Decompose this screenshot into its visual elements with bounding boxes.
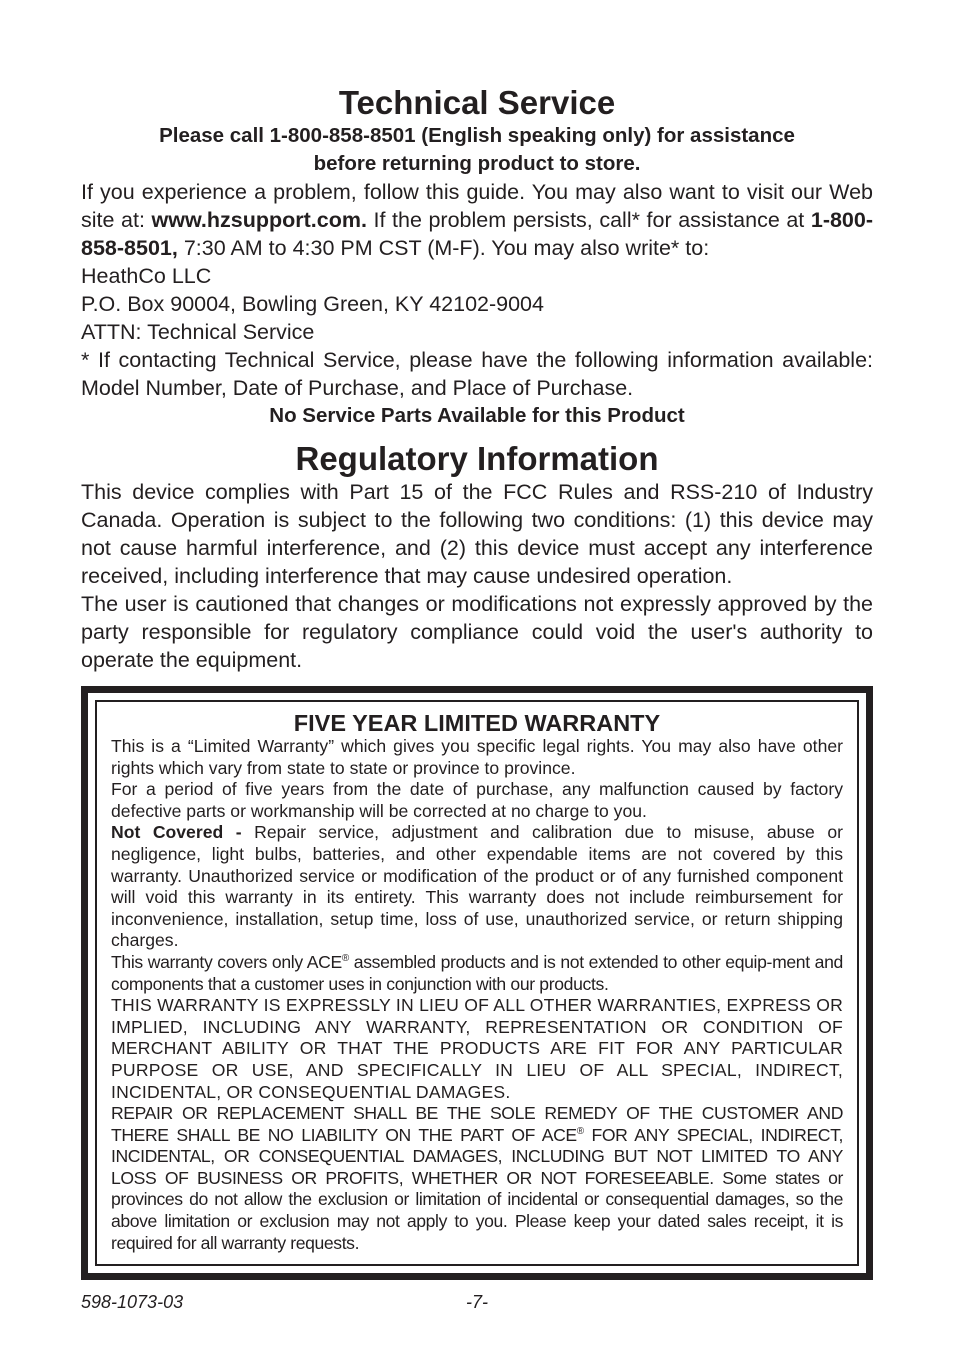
call-line-2: before returning product to store. xyxy=(313,152,641,175)
registered-mark: ® xyxy=(341,953,349,965)
regulatory-title: Regulatory Information xyxy=(295,440,659,477)
page-number: -7- xyxy=(466,1292,488,1312)
technical-service-title: Technical Service xyxy=(338,84,616,121)
contact-note: * If contacting Technical Service, please have the following information available: Model Number, Date of Purchase, and Place of Purchase. xyxy=(81,348,873,400)
website-link: www.hzsupport.com. xyxy=(151,208,367,232)
warranty-paragraph-1: This is a “Limited Warranty” which gives you specific legal rights. You may also have other rights which vary from state to state or province to province. xyxy=(111,736,843,778)
remedy-text-2: FOR ANY SPECIAL, INDIRECT, INCIDENTAL, OR CONSEQUENTIAL DAMAGES, INCLUDING BUT NOT LIMITED TO ANY LOSS OF BUSINESS OR PROFITS, WHETHER OR NOT FORESEEABLE. xyxy=(111,1124,843,1188)
warranty-inner-border xyxy=(95,700,859,1266)
not-covered-text: Repair service, adjustment and calibration due to misuse, abuse or negligence, light bulbs, batteries, and other expendable items are not covered by this warranty. Unauthorized service or modification of the product or of any furnished component will void this warranty in its entirety. This warranty does not include reimbursement for inconvenience, installation, setup time, loss of use, unauthorized service, or return shipping charges. xyxy=(111,822,843,951)
regulatory-paragraph-1: This device complies with Part 15 of the FCC Rules and RSS-210 of Industry Canada. Operation is subject to the following two conditions: (1) this device may not cause harmful interference, and (2) this device must accept any interference received, including interference that may cause undesired operation. xyxy=(81,480,873,588)
coverage-scope-text-1: This warranty covers only ACE xyxy=(111,951,342,972)
intro-text-3: 7:30 AM to 4:30 PM CST (M-F). You may also write* to: xyxy=(177,236,710,260)
intro-text-2: If the problem persists, call* for assistance at xyxy=(366,208,811,232)
call-line-1: Please call 1-800-858-8501 (English speaking only) for assistance xyxy=(159,124,795,147)
document-code: 598-1073-03 xyxy=(81,1292,184,1312)
coverage-scope-text-2: assembled products and is not extended to other equip-ment and components that a customer uses in conjunction with our products. xyxy=(111,951,843,994)
warranty-coverage-scope xyxy=(111,952,843,995)
warranty-disclaimer: THIS WARRANTY IS EXPRESSLY IN LIEU OF ALL OTHER WARRANTIES, EXPRESS OR IMPLIED, INCLUDING ANY WARRANTY, REPRESENTATION OR CONDITION OF MERCHANT ABILITY OR THAT THE PRODUCTS ARE FIT FOR ANY PARTICULAR PURPOSE OR USE, AND SPECIFICALLY IN LIEU OF ALL SPECIAL, INDIRECT, INCIDENTAL, OR CONSEQUENTIAL DAMAGES. xyxy=(111,995,843,1102)
technical-service-intro xyxy=(81,178,873,262)
warranty-not-covered xyxy=(111,822,843,952)
no-service-parts-notice: No Service Parts Available for this Product xyxy=(269,404,685,427)
page-content xyxy=(81,84,873,674)
warranty-remedy xyxy=(111,1103,843,1254)
registered-mark-2: ® xyxy=(576,1125,584,1137)
warranty-title: FIVE YEAR LIMITED WARRANTY xyxy=(293,710,661,736)
warranty-box xyxy=(81,686,873,1280)
remedy-text-3: Some states or provinces do not allow the exclusion or limitation of incidental or consequential damages, so the above limitation or exclusion may not apply to you. Please keep your dated sales receipt, it is required for all warranty requests. xyxy=(111,1167,843,1253)
address-line-2: P.O. Box 90004, Bowling Green, KY 42102-9004 xyxy=(81,292,544,316)
address-line-3: ATTN: Technical Service xyxy=(81,320,315,344)
intro-text-1: If you experience a problem, follow this guide. You may also want to visit our Web site at: xyxy=(81,180,873,232)
not-covered-label: Not Covered - xyxy=(111,822,255,843)
address-line-1: HeathCo LLC xyxy=(81,264,212,288)
remedy-text-1: REPAIR OR REPLACEMENT SHALL BE THE SOLE REMEDY OF THE CUSTOMER AND THERE SHALL BE NO LIABILITY ON THE PART OF ACE xyxy=(111,1103,843,1145)
phone-number: 1-800-858-8501, xyxy=(81,208,874,260)
regulatory-paragraph-2: The user is cautioned that changes or modifications not expressly approved by the party responsible for regulatory compliance could void the user's authority to operate the equipment. xyxy=(81,592,873,672)
warranty-paragraph-2: For a period of five years from the date of purchase, any malfunction caused by factory defective parts or workmanship will be corrected at no charge to you. xyxy=(111,779,843,821)
